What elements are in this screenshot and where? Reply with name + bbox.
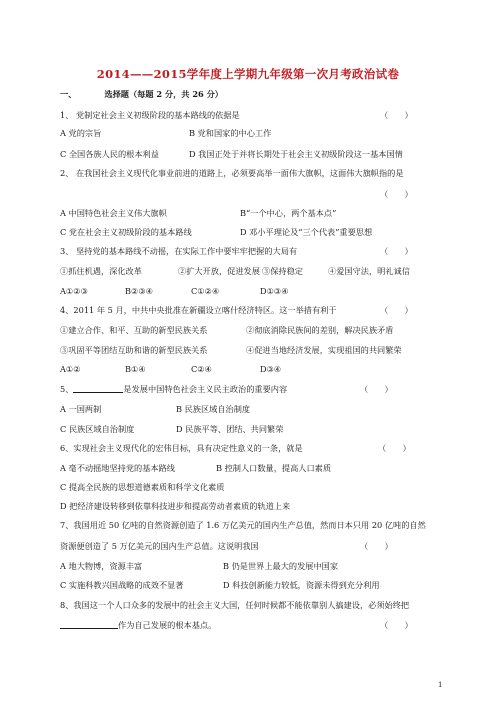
q5-option-d: D 民族平等、团结、共同繁荣 — [176, 424, 284, 434]
section-number: 一、 — [60, 89, 77, 99]
q3-statement-2: ②扩大开放，促进发展 — [178, 266, 260, 276]
q1-option-c: C 全国各族人民的根本利益 — [60, 149, 159, 159]
question-1-stem: 1、 党制定社会主义初级阶段的基本路线的依据是 — [60, 110, 240, 120]
q4-statement-4: ④促进当地经济发展，实现祖国的共同繁荣 — [246, 345, 402, 355]
q5-option-c: C 民族区域自治制度 — [60, 424, 135, 434]
answer-blank: （ ） — [380, 305, 413, 315]
question-2-stem: 2、 在我国社会主义现代化事业前进的道路上，必须要高举一面伟大旗帜，这面伟大旗帜指的是 — [60, 168, 404, 178]
q3-option-b: B②③④ — [125, 286, 154, 296]
q3-statement-1: ①抓住机遇，深化改革 — [60, 266, 142, 276]
answer-blank: （ ） — [360, 541, 393, 551]
q4-option-b: B①④ — [125, 364, 146, 374]
q4-option-d: D③④ — [260, 364, 282, 374]
answer-blank: （ ） — [380, 620, 413, 630]
q3-option-a: A①②③ — [60, 286, 88, 296]
fill-in-blank — [60, 620, 118, 629]
q4-statement-1: ①建立合作、和平、互助的新型民族关系 — [60, 325, 208, 335]
q3-option-d: D①③④ — [260, 286, 289, 296]
fill-in-blank — [73, 384, 123, 393]
q8-stem-text: 作为自己发展的根本基点。 — [118, 620, 217, 630]
question-3-stem: 3、 坚持党的基本路线不动摇，在实际工作中要牢牢把握的大局有 — [60, 246, 298, 256]
q5-option-b: B 民族区域自治制度 — [176, 404, 251, 414]
q2-option-b: B“一个中心，两个基本点” — [240, 208, 337, 218]
q4-option-c: C②④ — [191, 364, 212, 374]
q3-statement-3: ③保持稳定 — [262, 266, 303, 276]
page-title: 2014——2015学年度上学期九年级第一次月考政治试卷 — [96, 67, 400, 81]
q3-option-c: C①②④ — [191, 286, 220, 296]
q5-stem-text: 是发展中国特色社会主义民主政治的重要内容 — [123, 384, 288, 394]
q2-option-a: A 中国特色社会主义伟大旗帜 — [60, 208, 167, 218]
q1-option-a: A 党的宗旨 — [60, 128, 102, 138]
question-8-stem-line-1: 8、我国这一个人口众多的发展中的社会主义大国，任何时候都不能依靠别人搞建设，必须始终把 — [60, 600, 410, 610]
q4-statement-2: ②彻底消除民族间的差别，解决民族矛盾 — [246, 325, 394, 335]
section-heading — [60, 89, 223, 99]
q4-statement-3: ③巩固平等团结互助和谐的新型民族关系 — [60, 345, 208, 355]
q6-option-d: D 把经济建设转移到依靠科技进步和提高劳动者素质的轨道上来 — [60, 501, 291, 511]
q6-option-a: A 毫不动摇地坚持党的基本路线 — [60, 463, 175, 473]
q7-option-a: A 地大物博，资源丰富 — [60, 561, 143, 571]
q7-option-c: C 实施科教兴国战略的成效不显著 — [60, 580, 184, 590]
q6-option-c: C 提高全民族的思想道德素质和科学文化素质 — [60, 482, 225, 492]
q2-option-d: D 邓小平理论及“三个代表”重要思想 — [240, 227, 373, 237]
question-6-stem: 6、实现社会主义现代化的宏伟目标，具有决定性意义的一条，就是 — [60, 443, 303, 453]
q5-number: 5、 — [60, 384, 74, 394]
section-label: 选择题（每题 2 分，共 26 分） — [104, 89, 223, 99]
question-7-stem-line-2: 资源便创造了 5 万亿美元的国内生产总值。这说明我国 — [60, 541, 259, 551]
answer-blank: （ ） — [360, 384, 393, 394]
page-number: 1 — [438, 681, 443, 689]
answer-blank: （ ） — [380, 110, 413, 120]
question-8-stem-line-2 — [60, 620, 216, 630]
question-5-stem — [60, 384, 287, 394]
q3-statement-4: ④爱国守法，明礼诚信 — [328, 266, 410, 276]
q2-option-c: C 党在社会主义初级阶段的基本路线 — [60, 227, 192, 237]
q1-option-b: B 党和国家的中心工作 — [189, 128, 272, 138]
answer-blank: （ ） — [380, 246, 413, 256]
q4-option-a: A①② — [60, 364, 81, 374]
q1-option-d: D 我国正处于并将长期处于社会主义初级阶段这一基本国情 — [189, 149, 403, 159]
q7-option-d: D 科技创新能力较低，资源未得到充分利用 — [223, 580, 380, 590]
question-7-stem-line-1: 7、我国用近 50 亿吨的自然资源创造了 1.6 万亿美元的国内生产总值，然而日本只用 20 亿吨的自然 — [60, 520, 426, 530]
q6-option-b: B 控制人口数量，提高人口素质 — [216, 463, 332, 473]
q7-option-b: B 仍是世界上最大的发展中国家 — [223, 561, 339, 571]
question-4-stem: 4、2011 年 5 月，中共中央批准在新疆设立喀什经济特区。这一举措有利于 — [60, 305, 337, 315]
answer-blank: （ ） — [380, 189, 413, 199]
q5-option-a: A 一国两制 — [60, 404, 102, 414]
answer-blank: （ ） — [378, 443, 411, 453]
